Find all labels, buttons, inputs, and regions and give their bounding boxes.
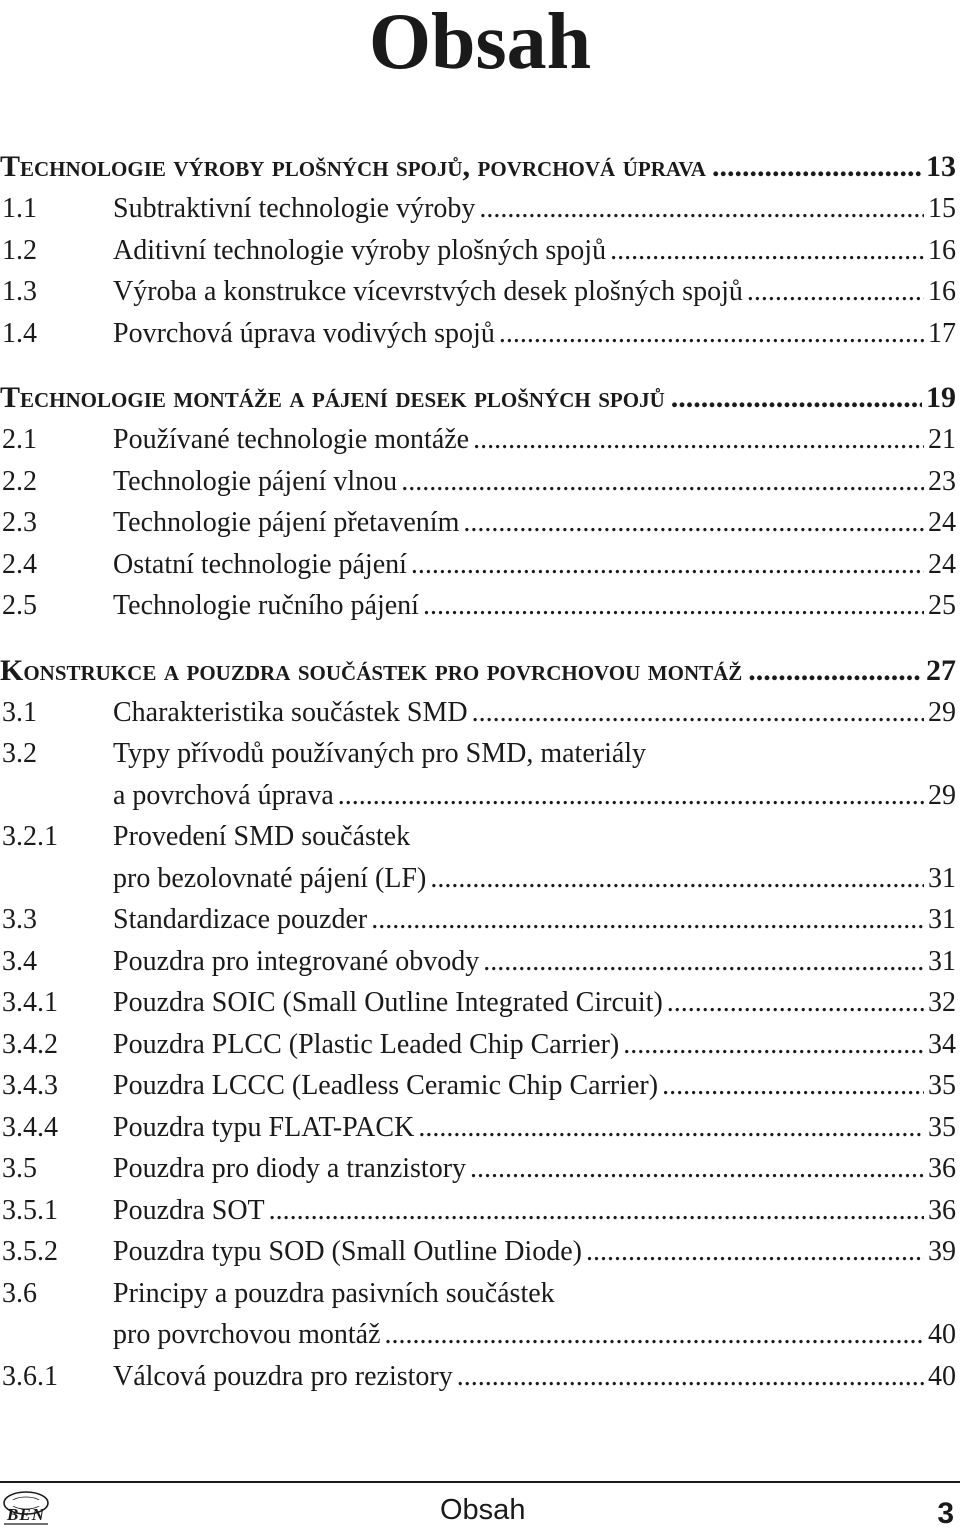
toc-entry[interactable]	[0, 941, 956, 983]
section-page-number: 19	[926, 381, 956, 414]
entry-number: 1.4	[2, 317, 37, 349]
entry-page-number: 24	[928, 548, 956, 580]
dot-leader	[473, 419, 924, 461]
entry-title: Pouzdra LCCC (Leadless Ceramic Chip Carrier)	[113, 1070, 659, 1101]
dot-leader	[671, 377, 922, 419]
toc-entry[interactable]	[0, 230, 956, 272]
toc-entry[interactable]	[0, 982, 956, 1024]
section-heading[interactable]	[0, 377, 956, 419]
section-title: Technologie montáže a pájení desek plošných spojů	[0, 381, 665, 414]
entry-number: 3.4.3	[2, 1070, 58, 1101]
toc-entry[interactable]	[0, 816, 956, 899]
entry-number: 1.2	[2, 234, 37, 266]
dot-leader	[748, 650, 922, 692]
dot-leader	[662, 1065, 924, 1107]
toc-entry[interactable]	[0, 1356, 956, 1398]
toc-entry[interactable]	[0, 1231, 956, 1273]
entry-title: Technologie ručního pájení	[113, 590, 419, 621]
entry-number: 2.3	[2, 507, 37, 538]
footer-divider	[0, 1481, 960, 1483]
entry-title: Pouzdra PLCC (Plastic Leaded Chip Carrier)	[113, 1028, 620, 1060]
entry-number: 1.1	[2, 193, 37, 224]
entry-page-number: 39	[928, 1236, 956, 1267]
entry-page-number: 31	[928, 945, 956, 977]
toc-section	[0, 377, 956, 627]
toc-entry[interactable]	[0, 1107, 956, 1149]
entry-page-number: 35	[928, 1070, 956, 1101]
entry-title-continued: pro bezolovnaté pájení (LF)	[113, 862, 427, 894]
dot-leader	[371, 899, 924, 941]
entry-page-number: 23	[928, 465, 956, 497]
footer-chapter-label: Obsah	[440, 1494, 526, 1526]
dot-leader	[470, 1148, 924, 1190]
dot-leader	[418, 1107, 924, 1149]
section-heading[interactable]	[0, 650, 956, 692]
entry-title: Technologie pájení vlnou	[113, 465, 398, 497]
entry-page-number: 40	[928, 1360, 956, 1392]
dot-leader	[269, 1190, 924, 1232]
dot-leader	[623, 1024, 924, 1066]
entry-title: Válcová pouzdra pro rezistory	[113, 1360, 453, 1392]
toc-entry[interactable]	[0, 502, 956, 544]
entry-title-continued: pro povrchovou montáž	[113, 1319, 381, 1350]
section-title: Technologie výroby plošných spojů, povrchová úprava	[0, 150, 706, 183]
entry-number: 1.3	[2, 276, 37, 307]
section-page-number: 27	[926, 653, 956, 687]
publisher-logo	[0, 1489, 54, 1529]
entry-title: Výroba a konstrukce vícevrstvých desek plošných spojů	[113, 276, 743, 307]
entry-page-number: 40	[928, 1319, 956, 1350]
entry-title: Pouzdra SOT	[113, 1194, 265, 1226]
dot-leader	[667, 982, 924, 1024]
entry-title: Technologie pájení přetavením	[113, 507, 460, 538]
entry-title: Pouzdra pro integrované obvody	[113, 945, 480, 977]
toc-entry[interactable]	[0, 1190, 956, 1232]
dot-leader	[385, 1314, 925, 1356]
entry-number: 3.3	[2, 904, 37, 935]
entry-title: Pouzdra typu SOD (Small Outline Diode)	[113, 1236, 582, 1267]
entry-page-number: 29	[928, 779, 956, 811]
entry-page-number: 36	[928, 1153, 956, 1184]
entry-title: Pouzdra SOIC (Small Outline Integrated Circuit)	[113, 987, 663, 1018]
entry-number: 2.2	[2, 465, 37, 497]
toc-entry[interactable]	[0, 1273, 956, 1356]
entry-page-number: 16	[928, 276, 956, 307]
entry-title: Pouzdra pro diody a tranzistory	[113, 1153, 467, 1184]
entry-title: Typy přívodů používaných pro SMD, materiály	[113, 738, 647, 769]
section-title: Konstrukce a pouzdra součástek pro povrchovou montáž	[0, 653, 743, 687]
entry-title: Principy a pouzdra pasivních součástek	[113, 1277, 555, 1309]
dot-leader	[712, 146, 922, 188]
dot-leader	[457, 1356, 924, 1398]
dot-leader	[430, 858, 924, 900]
svg-text:BEN: BEN	[7, 1505, 45, 1524]
entry-title: Pouzdra typu FLAT-PACK	[113, 1111, 415, 1143]
toc-entry[interactable]	[0, 188, 956, 230]
toc-section	[0, 650, 956, 1398]
footer-page-number: 3	[937, 1497, 954, 1530]
entry-page-number: 24	[928, 507, 956, 538]
entry-page-number: 16	[928, 234, 956, 266]
table-of-contents	[0, 146, 956, 1420]
dot-leader	[479, 188, 924, 230]
dot-leader	[401, 461, 924, 503]
toc-entry[interactable]	[0, 692, 956, 734]
toc-entry[interactable]	[0, 733, 956, 816]
entry-number: 3.5.1	[2, 1194, 58, 1226]
entry-number: 3.2	[2, 738, 37, 769]
entry-title: Aditivní technologie výroby plošných spojů	[113, 234, 607, 266]
dot-leader	[472, 692, 924, 734]
entry-page-number: 21	[928, 424, 956, 455]
toc-entry[interactable]	[0, 899, 956, 941]
entry-page-number: 34	[928, 1028, 956, 1060]
dot-leader	[586, 1231, 924, 1273]
dot-leader	[338, 775, 924, 817]
entry-number: 2.5	[2, 590, 37, 621]
dot-leader	[463, 502, 924, 544]
entry-page-number: 32	[928, 987, 956, 1018]
entry-page-number: 25	[928, 590, 956, 621]
entry-number: 3.4	[2, 945, 37, 977]
toc-entry[interactable]	[0, 313, 956, 355]
entry-title-continued: a povrchová úprava	[113, 779, 334, 811]
entry-number: 3.6.1	[2, 1360, 58, 1392]
entry-page-number: 29	[928, 696, 956, 728]
entry-number: 3.4.4	[2, 1111, 58, 1143]
dot-leader	[610, 230, 924, 272]
toc-section	[0, 146, 956, 354]
entry-number: 3.6	[2, 1277, 37, 1309]
dot-leader	[747, 271, 924, 313]
toc-entry[interactable]	[0, 1065, 956, 1107]
entry-title: Subtraktivní technologie výroby	[113, 193, 476, 224]
toc-entry[interactable]	[0, 585, 956, 627]
section-page-number: 13	[926, 150, 956, 183]
entry-title: Provedení SMD součástek	[113, 821, 411, 852]
toc-entry[interactable]	[0, 461, 956, 503]
entry-number: 3.5.2	[2, 1236, 58, 1267]
entry-title: Standardizace pouzder	[113, 904, 368, 935]
toc-entry[interactable]	[0, 419, 956, 461]
entry-title: Ostatní technologie pájení	[113, 548, 407, 580]
toc-entry[interactable]	[0, 1024, 956, 1066]
entry-page-number: 15	[928, 193, 956, 224]
toc-entry[interactable]	[0, 1148, 956, 1190]
toc-entry[interactable]	[0, 271, 956, 313]
entry-number: 2.1	[2, 424, 37, 455]
dot-leader	[499, 313, 924, 355]
entry-page-number: 31	[928, 904, 956, 935]
entry-number: 3.5	[2, 1153, 37, 1184]
entry-number: 2.4	[2, 548, 37, 580]
entry-title: Charakteristika součástek SMD	[113, 696, 468, 728]
entry-number: 3.4.1	[2, 987, 58, 1018]
entry-title: Používané technologie montáže	[113, 424, 470, 455]
dot-leader	[483, 941, 924, 983]
entry-title: Povrchová úprava vodivých spojů	[113, 317, 495, 349]
dot-leader	[423, 585, 924, 627]
entry-page-number: 31	[928, 862, 956, 894]
page-title: Obsah	[368, 0, 592, 86]
entry-page-number: 17	[928, 317, 956, 349]
entry-number: 3.2.1	[2, 821, 58, 852]
toc-entry[interactable]	[0, 544, 956, 586]
dot-leader	[411, 544, 924, 586]
entry-number: 3.1	[2, 696, 37, 728]
entry-page-number: 36	[928, 1194, 956, 1226]
section-heading[interactable]	[0, 146, 956, 188]
entry-number: 3.4.2	[2, 1028, 58, 1060]
entry-page-number: 35	[928, 1111, 956, 1143]
